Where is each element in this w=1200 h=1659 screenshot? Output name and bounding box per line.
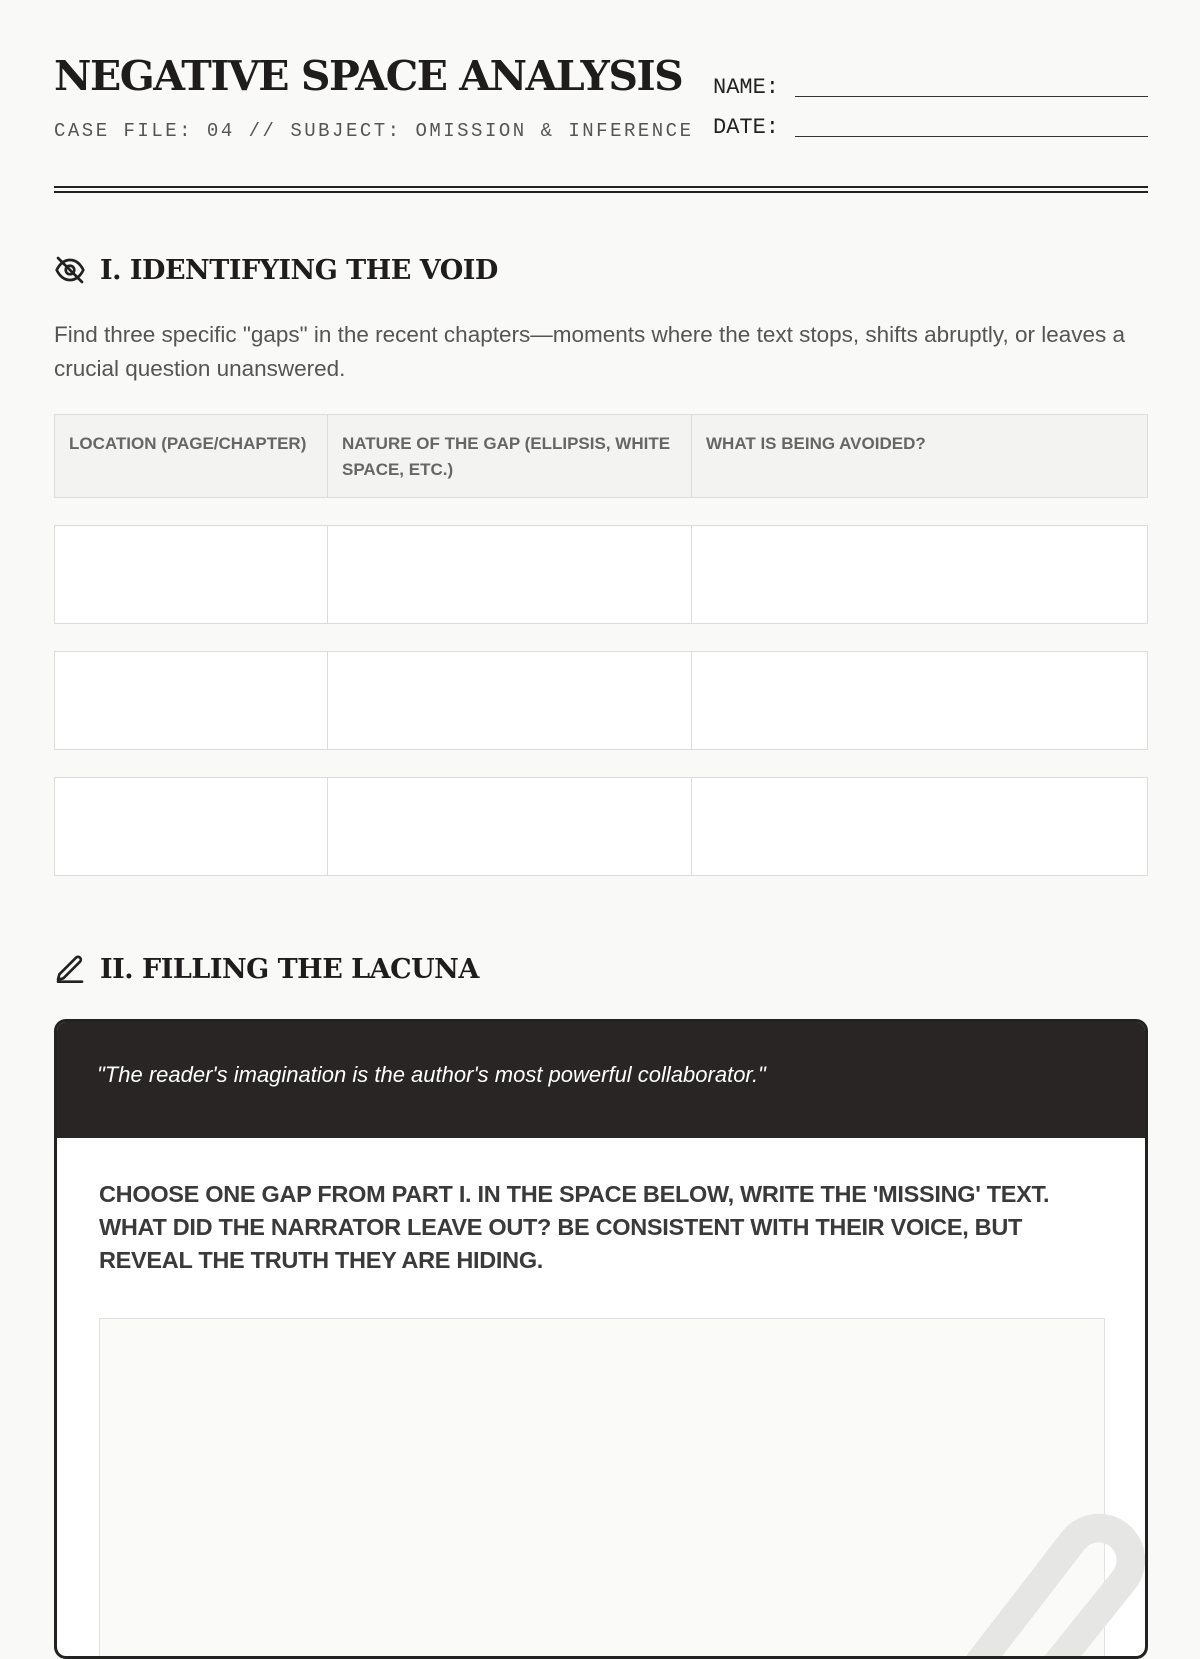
table-row (54, 525, 1148, 624)
name-field[interactable] (713, 74, 1148, 99)
avoided-cell[interactable] (692, 778, 1147, 875)
table-row (54, 651, 1148, 750)
case-file-subtitle: CASE FILE: 04 // SUBJECT: OMISSION & INFERENCE (54, 120, 694, 142)
column-header-nature: NATURE OF THE GAP (ELLIPSIS, WHITE SPACE, ETC.) (328, 415, 692, 497)
eye-off-icon (54, 254, 86, 286)
worksheet-header (54, 0, 1148, 196)
name-input-line[interactable] (795, 74, 1148, 97)
section-1-heading (54, 254, 498, 286)
date-input-line[interactable] (795, 114, 1148, 137)
date-field[interactable] (713, 114, 1148, 139)
gap-table (54, 414, 1148, 876)
paperclip-icon (937, 1492, 1148, 1659)
column-header-avoided: WHAT IS BEING AVOIDED? (706, 434, 926, 453)
writing-prompt: CHOOSE ONE GAP FROM PART I. IN THE SPACE BELOW, WRITE THE 'MISSING' TEXT. WHAT DID THE NARRATOR LEAVE OUT? BE CONSISTENT WITH THEIR VOICE, BUT REVEAL THE TRUTH THEY ARE HIDING. (99, 1181, 1050, 1273)
column-header-location: LOCATION (PAGE/CHAPTER) (55, 415, 328, 497)
nature-cell[interactable] (328, 652, 692, 749)
section-1-title: I. IDENTIFYING THE VOID (100, 254, 498, 286)
name-label: NAME: (713, 75, 780, 100)
lacuna-card (54, 1019, 1148, 1659)
avoided-cell[interactable] (692, 526, 1147, 623)
location-cell[interactable] (55, 778, 328, 875)
date-label: DATE: (713, 115, 780, 140)
section-1-instructions: Find three specific "gaps" in the recent chapters—moments where the text stops, shifts abruptly, or leaves a crucial question unanswered. (54, 322, 1126, 381)
quote-band (57, 1022, 1145, 1138)
table-row (54, 777, 1148, 876)
location-cell[interactable] (55, 652, 328, 749)
table-header-row (54, 414, 1148, 498)
section-2-title: II. FILLING THE LACUNA (100, 953, 479, 985)
page-title: NEGATIVE SPACE ANALYSIS (54, 52, 683, 100)
nature-cell[interactable] (328, 778, 692, 875)
avoided-cell[interactable] (692, 652, 1147, 749)
worksheet-page (54, 0, 1148, 1273)
location-cell[interactable] (55, 526, 328, 623)
quote-text: "The reader's imagination is the author's most powerful collaborator." (97, 1062, 766, 1087)
header-double-rule (54, 186, 1148, 193)
pencil-icon (54, 953, 86, 985)
nature-cell[interactable] (328, 526, 692, 623)
section-2-heading (54, 953, 479, 985)
